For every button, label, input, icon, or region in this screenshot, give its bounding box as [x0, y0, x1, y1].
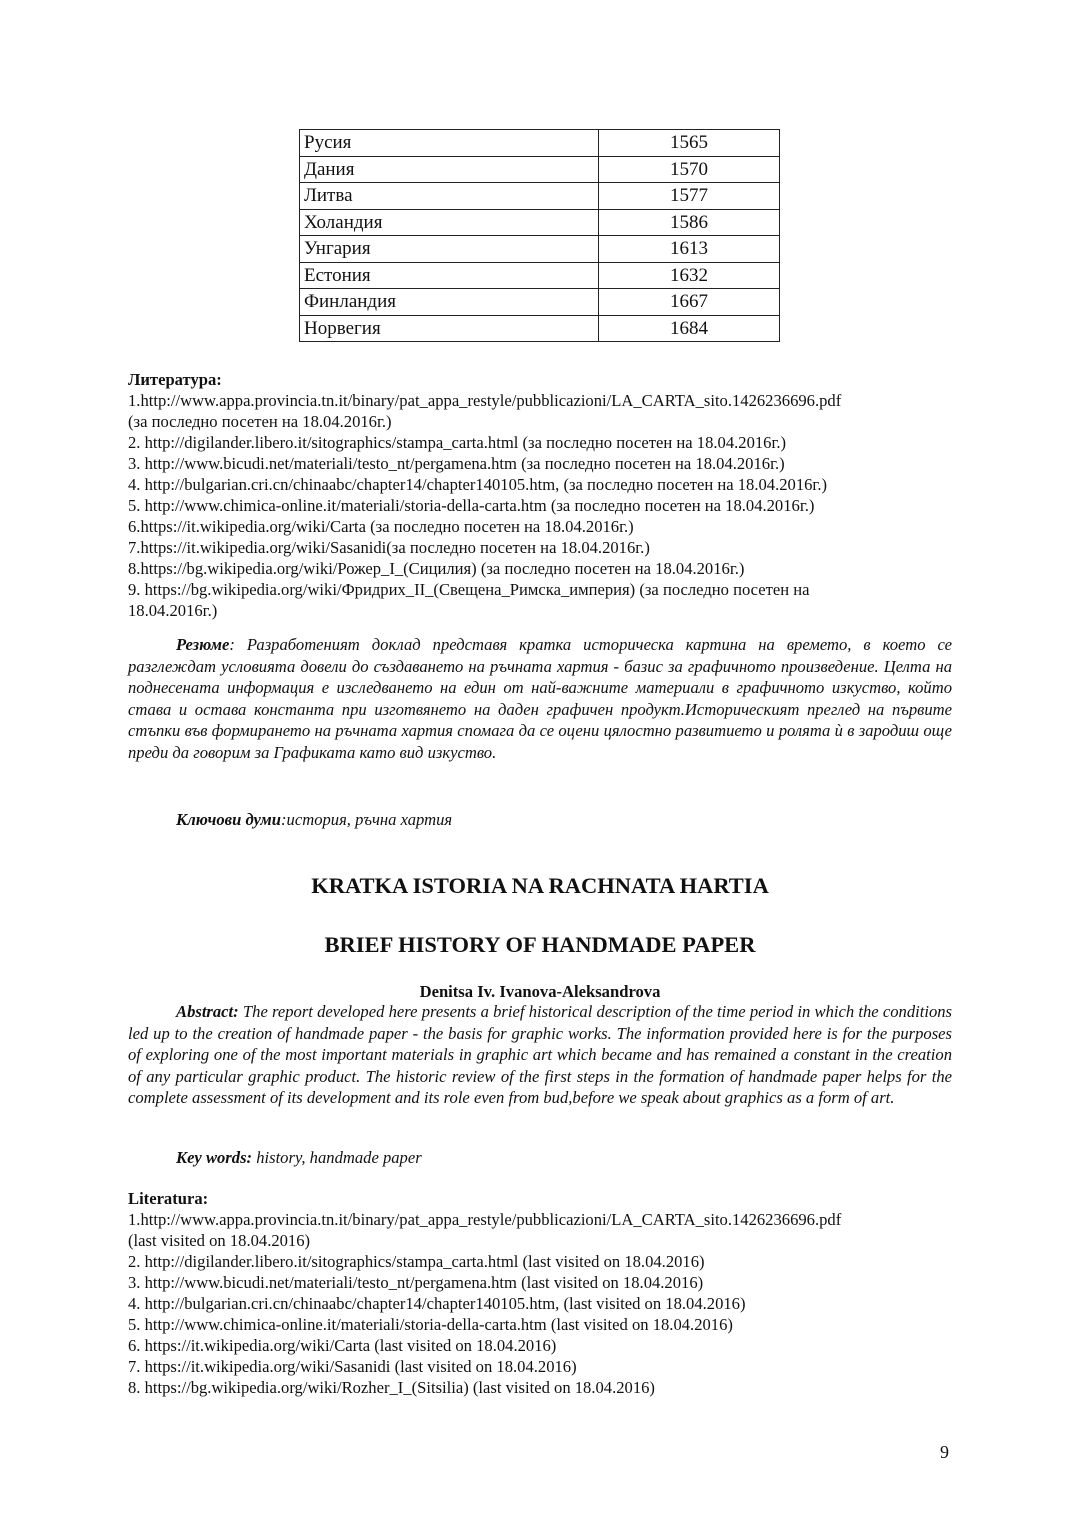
- year-cell: 1613: [599, 236, 780, 263]
- table-row: [300, 289, 780, 316]
- reference-line: 3. http://www.bicudi.net/materiali/testo_nt/pergamena.htm (last visited on 18.04.2016): [128, 1273, 704, 1292]
- table-row: [300, 183, 780, 210]
- bg-references: [128, 369, 958, 621]
- table-row: [300, 262, 780, 289]
- en-keywords: [176, 1148, 422, 1168]
- en-keywords-label: Key words:: [176, 1148, 253, 1167]
- reference-line: 2. http://digilander.libero.it/sitographics/stampa_carta.html (за последно посетен на 18.04.2016г.): [128, 433, 787, 452]
- reference-line: 7.https://it.wikipedia.org/wiki/Sasanidi(за последно посетен на 18.04.2016г.): [128, 538, 650, 557]
- resume-paragraph: [128, 634, 952, 764]
- reference-line: (за последно посетен на 18.04.2016г.): [128, 412, 392, 431]
- reference-line: 6. https://it.wikipedia.org/wiki/Carta (last visited on 18.04.2016): [128, 1336, 557, 1355]
- reference-line: 1.http://www.appa.provincia.tn.it/binary/pat_appa_restyle/pubblicazioni/LA_CARTA_sito.1426236696.pdf: [128, 1210, 842, 1229]
- year-cell: 1632: [599, 262, 780, 289]
- abstract-label: Abstract:: [176, 1002, 239, 1021]
- reference-line: 9. https://bg.wikipedia.org/wiki/Фридрих_II_(Свещена_Римска_империя) (за последно посетен на: [128, 580, 810, 599]
- bg-keywords-text: :история, ръчна хартия: [281, 810, 453, 829]
- abstract-text: The report developed here presents a brief historical description of the time period in which the conditions led up to the creation of handmade paper - the basis for graphic works. The information provided here is for the purposes of exploring one of the most important materials in graphic art which became and has remained a constant in the creation of any particular graphic product. The historic review of the first steps in the formation of handmade paper helps for the complete assessment of its development and its role even from bud,before we speak about graphics as a form of art.: [128, 1002, 952, 1108]
- country-cell: Унгария: [300, 236, 599, 263]
- reference-line: (last visited on 18.04.2016): [128, 1231, 311, 1250]
- year-cell: 1684: [599, 315, 780, 342]
- year-cell: 1586: [599, 209, 780, 236]
- country-cell: Холандия: [300, 209, 599, 236]
- country-cell: Дания: [300, 156, 599, 183]
- country-cell: Норвегия: [300, 315, 599, 342]
- table-row: [300, 236, 780, 263]
- bg-references-heading: Литература:: [128, 370, 222, 389]
- title-transliterated: KRATKA ISTORIA NA RACHNATA HARTIA: [311, 873, 769, 898]
- year-cell: 1570: [599, 156, 780, 183]
- year-cell: 1577: [599, 183, 780, 210]
- reference-line: 18.04.2016г.): [128, 601, 218, 620]
- bg-keywords: [176, 810, 452, 830]
- table-row: [300, 209, 780, 236]
- abstract-paragraph: [128, 1001, 952, 1109]
- reference-line: 4. http://bulgarian.cri.cn/chinaabc/chapter14/chapter140105.htm, (last visited on 18.04.2016): [128, 1294, 746, 1313]
- page-number: 9: [940, 1442, 949, 1462]
- country-cell: Естония: [300, 262, 599, 289]
- reference-line: 3. http://www.bicudi.net/materiali/testo_nt/pergamena.htm (за последно посетен на 18.04.2016г.): [128, 454, 785, 473]
- table-row: [300, 130, 780, 157]
- reference-line: 4. http://bulgarian.cri.cn/chinaabc/chapter14/chapter140105.htm, (за последно посетен на 18.04.2016г.): [128, 475, 828, 494]
- reference-line: 8.https://bg.wikipedia.org/wiki/Рожер_I_(Сицилия) (за последно посетен на 18.04.2016г.): [128, 559, 745, 578]
- en-keywords-text: history, handmade paper: [252, 1148, 422, 1167]
- author: Denitsa Iv. Ivanova-Aleksandrova: [419, 982, 661, 1001]
- bg-keywords-label: Ключови думи: [176, 810, 282, 829]
- year-cell: 1565: [599, 130, 780, 157]
- table-row: [300, 156, 780, 183]
- reference-line: 7. https://it.wikipedia.org/wiki/Sasanidi (last visited on 18.04.2016): [128, 1357, 577, 1376]
- reference-line: 1.http://www.appa.provincia.tn.it/binary/pat_appa_restyle/pubblicazioni/LA_CARTA_sito.1426236696.pdf: [128, 391, 842, 410]
- table-row: [300, 315, 780, 342]
- year-cell: 1667: [599, 289, 780, 316]
- country-year-table: [299, 129, 780, 342]
- en-references: [128, 1188, 958, 1398]
- reference-line: 2. http://digilander.libero.it/sitographics/stampa_carta.html (last visited on 18.04.2016): [128, 1252, 705, 1271]
- title-english: BRIEF HISTORY OF HANDMADE PAPER: [324, 932, 756, 957]
- country-cell: Финландия: [300, 289, 599, 316]
- reference-line: 5. http://www.chimica-online.it/materiali/storia-della-carta.htm (за последно посетен на 18.04.2016г.): [128, 496, 815, 515]
- resume-text: : Разработеният доклад представя кратка историческа картина на времето, в което се разглеждат условията довели до създаването на ръчната хартия - базис за графичното произведение. Целта на поднесената информация е изследването на един от най-важните материали в графичното изкуство, който става и остава константа при изготвянето на даден графичен продукт.Историческият преглед на първите стъпки във формирането на ръчната хартия спомага да се оцени цялостно развитието и ролята ѝ в зародиш още преди да говорим за Графиката като вид изкуство.: [128, 635, 952, 762]
- reference-line: 6.https://it.wikipedia.org/wiki/Carta (за последно посетен на 18.04.2016г.): [128, 517, 634, 536]
- reference-line: 8. https://bg.wikipedia.org/wiki/Rozher_I_(Sitsilia) (last visited on 18.04.2016): [128, 1378, 655, 1397]
- en-references-heading: Literatura:: [128, 1189, 209, 1208]
- reference-line: 5. http://www.chimica-online.it/materiali/storia-della-carta.htm (last visited on 18.04.2016): [128, 1315, 733, 1334]
- country-cell: Литва: [300, 183, 599, 210]
- country-cell: Русия: [300, 130, 599, 157]
- resume-label: Резюме: [176, 635, 230, 654]
